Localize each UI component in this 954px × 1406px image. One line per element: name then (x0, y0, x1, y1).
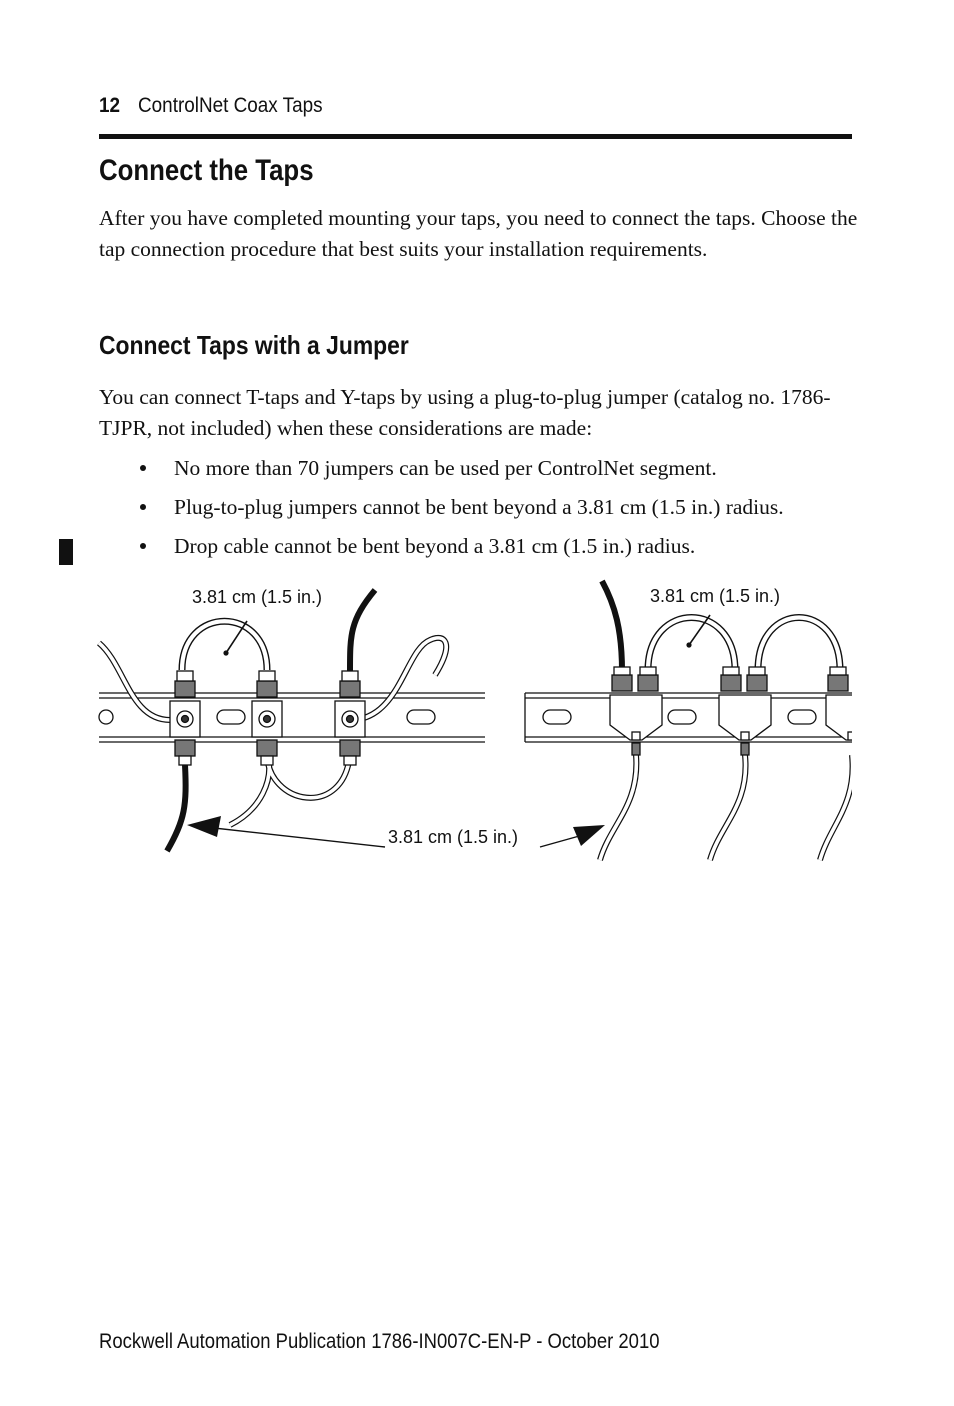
section-title: Connect the Taps (99, 154, 314, 187)
change-bar (59, 539, 73, 565)
considerations-list (140, 453, 784, 570)
footer-publication: Rockwell Automation Publication 1786-IN007C-EN-P - October 2010 (99, 1330, 660, 1353)
callout-right-top: 3.81 cm (1.5 in.) (650, 586, 781, 606)
list-item-text: Plug-to-plug jumpers cannot be bent beyond a 3.81 cm (1.5 in.) radius. (174, 495, 784, 519)
page-number: 12 (99, 94, 121, 117)
t-tap-2 (252, 671, 282, 765)
subsection-intro: You can connect T-taps and Y-taps by using a plug-to-plug jumper (catalog no. 1786-TJPR, not included) when these considerations are made: (99, 385, 831, 440)
y-tap-3 (826, 667, 857, 740)
list-item-text: No more than 70 jumpers can be used per ControlNet segment. (174, 456, 717, 480)
header-rule (99, 134, 852, 139)
callout-left-top: 3.81 cm (1.5 in.) (192, 587, 323, 607)
list-item (140, 453, 784, 492)
bullet-icon (140, 543, 146, 549)
bullet-icon (140, 504, 146, 510)
t-tap-1 (170, 671, 200, 765)
t-tap-3 (335, 671, 365, 765)
running-title: ControlNet Coax Taps (138, 94, 323, 117)
list-item (140, 492, 784, 531)
jumper-connection-figure (95, 575, 857, 870)
right-panel-y-taps (525, 581, 857, 860)
running-head (99, 94, 323, 118)
list-item-text: Drop cable cannot be bent beyond a 3.81 cm (1.5 in.) radius. (174, 534, 696, 558)
section-intro: After you have completed mounting your taps, you need to connect the taps. Choose the tap connection procedure that best suits your installation requirements. (99, 206, 858, 261)
subsection-title: Connect Taps with a Jumper (99, 330, 409, 360)
bullet-icon (140, 465, 146, 471)
left-panel-t-taps (99, 587, 518, 851)
callout-bottom: 3.81 cm (1.5 in.) (388, 827, 519, 847)
list-item (140, 531, 784, 570)
din-rail-right (525, 693, 855, 742)
